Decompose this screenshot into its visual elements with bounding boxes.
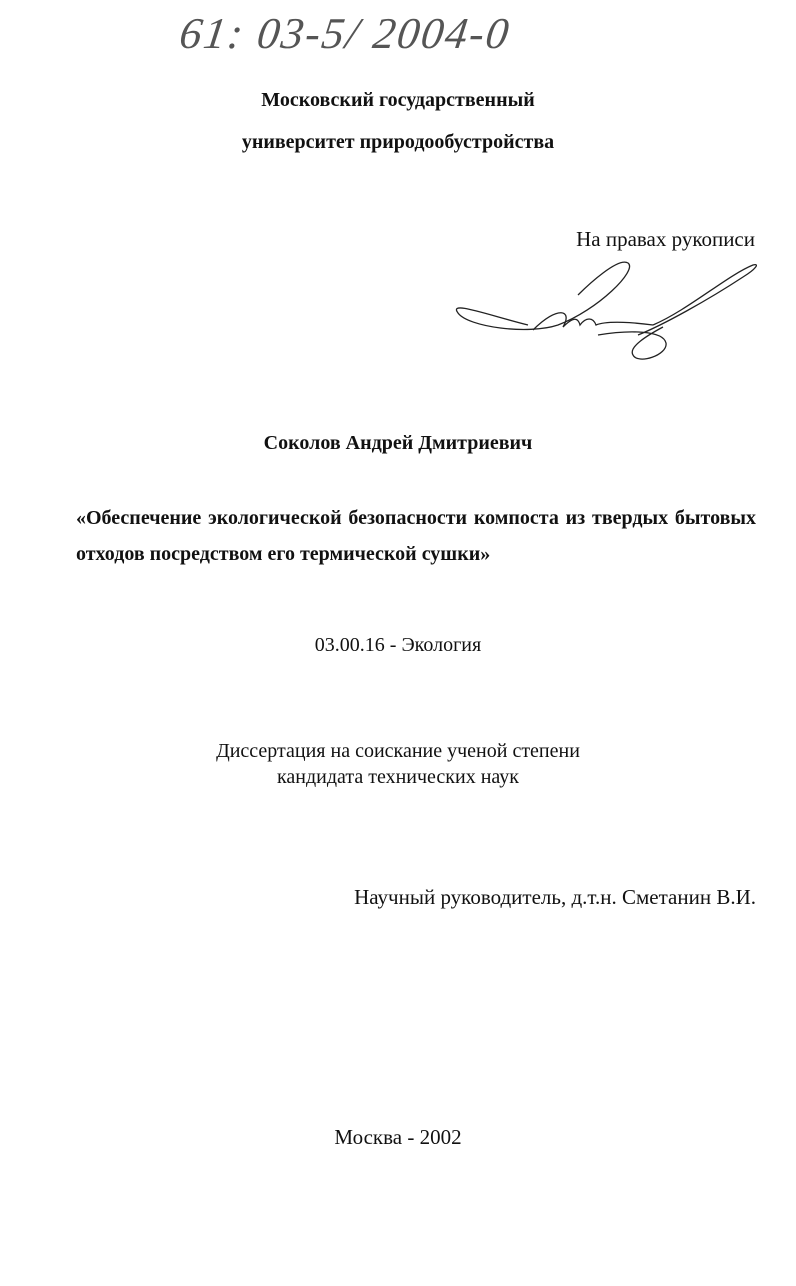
scientific-advisor: Научный руководитель, д.т.н. Сметанин В.И. — [354, 885, 756, 909]
degree-statement — [0, 738, 796, 790]
archive-handwritten-code: 61: 03-5/ 2004-0 — [176, 9, 514, 58]
degree-line-2: кандидата технических наук — [276, 766, 520, 788]
degree-line-1: Диссертация на соискание ученой степени — [216, 740, 580, 762]
university-name-line2: университет природообустройства — [241, 131, 555, 153]
university-name-line1: Московский государственный — [261, 89, 535, 111]
author-name: Соколов Андрей Дмитриевич — [263, 432, 533, 454]
signature-icon — [448, 255, 768, 370]
dissertation-title: «Обеспечение экологической безопасности компоста из твердых бытовых отходов посредством его термической сушки» — [76, 507, 756, 565]
specialty-code: 03.00.16 - Экология — [314, 634, 482, 656]
manuscript-rights-note: На правах рукописи — [576, 227, 755, 251]
city-year: Москва - 2002 — [334, 1125, 462, 1149]
